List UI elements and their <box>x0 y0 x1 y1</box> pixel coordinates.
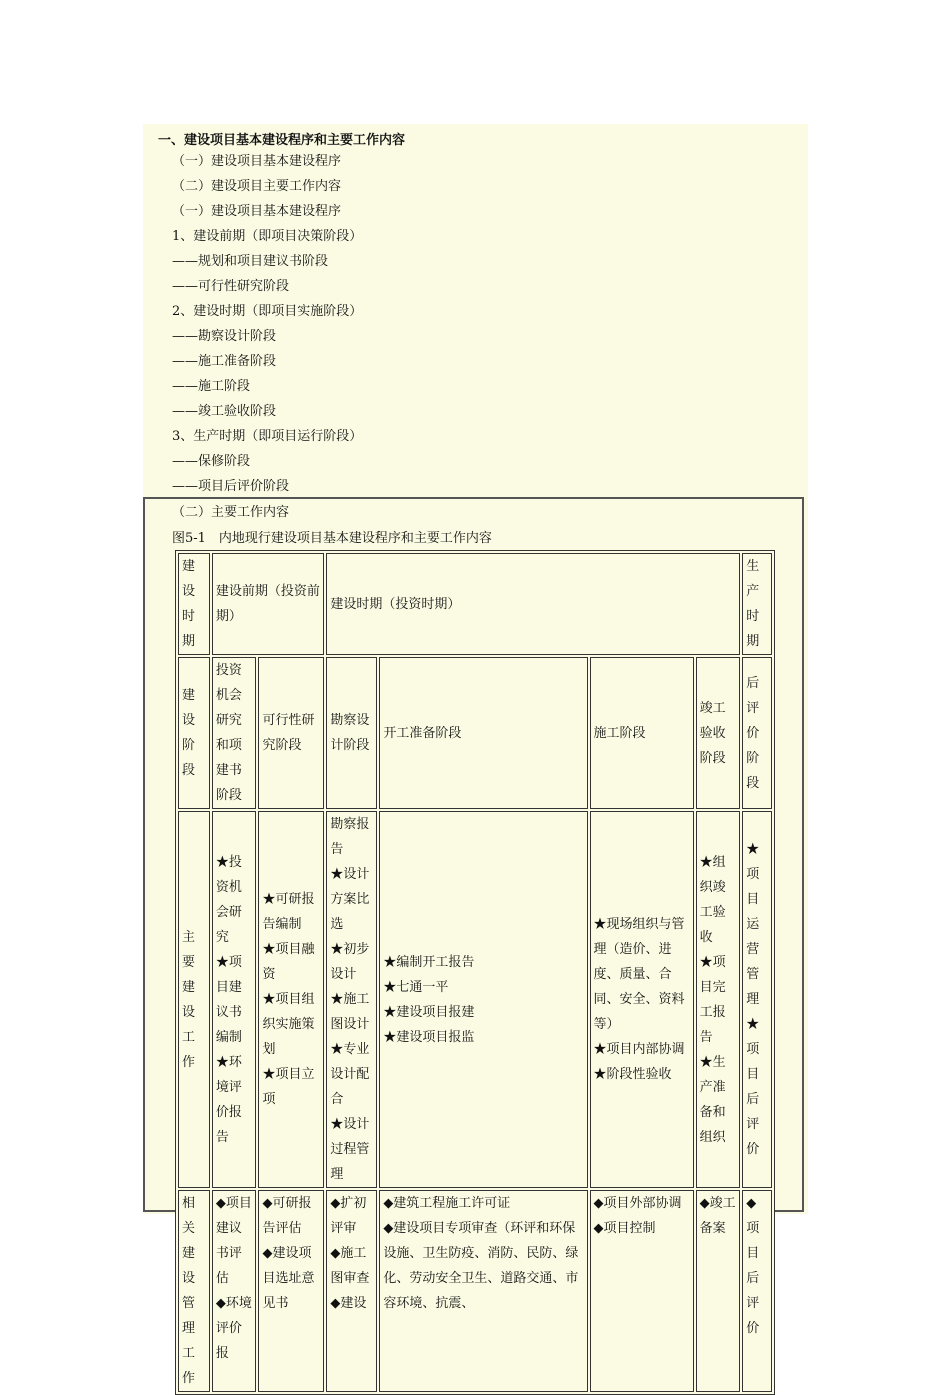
table-cell: 建设时期 <box>178 553 210 655</box>
table-cell: ◆项目建议书评估 ◆环境评价报 <box>212 1190 257 1392</box>
table-cell: ◆建筑工程施工许可证 ◆建设项目专项审查（环评和环保设施、卫生防疫、消防、民防、绿化、劳动安全卫生、道路交通、市容环境、抗震、 <box>379 1190 587 1392</box>
table-cell: 建设阶段 <box>178 657 210 809</box>
outline-item: ——可行性研究阶段 <box>172 279 290 294</box>
outline-item: ——施工准备阶段 <box>172 354 277 369</box>
table-cell: 投资机会研究和项建书阶段 <box>212 657 257 809</box>
outline-item: （二）建设项目主要工作内容 <box>172 179 342 194</box>
outline-item: 2、建设时期（即项目实施阶段） <box>172 304 363 319</box>
table-cell: 可行性研究阶段 <box>258 657 324 809</box>
table-cell: ★组织竣工验收 ★项目完工报告 ★生产准备和组织 <box>696 811 741 1188</box>
table-cell: 勘察报告 ★设计方案比选 ★初步设计 ★施工图设计 ★专业设计配合 ★设计过程管理 <box>326 811 377 1188</box>
outline-item: （一）建设项目基本建设程序 <box>172 154 342 169</box>
table-cell: ◆可研报告评估 ◆建设项目选址意见书 <box>258 1190 324 1392</box>
figure-caption: 图5-1 内地现行建设项目基本建设程序和主要工作内容 <box>172 531 492 546</box>
table-cell: ◆项目外部协调 ◆项目控制 <box>590 1190 694 1392</box>
table-cell: ★投资机会研究 ★项目建议书编制 ★环境评价报告 <box>212 811 257 1188</box>
procedure-table <box>175 550 775 1395</box>
table-cell: ◆项目后评价 <box>742 1190 772 1392</box>
table-cell: 相关建设管理工作 <box>178 1190 210 1392</box>
table-cell: 施工阶段 <box>590 657 694 809</box>
outline-item: 1、建设前期（即项目决策阶段） <box>172 229 363 244</box>
table-cell: ◆扩初评审 ◆施工图审查 ◆建设 <box>326 1190 377 1392</box>
outline-item: ——项目后评价阶段 <box>172 479 290 494</box>
table-cell: ★项目运营管理 ★项目后评价 <box>742 811 772 1188</box>
table-row <box>178 811 772 1188</box>
page-title: 一、建设项目基本建设程序和主要工作内容 <box>158 133 406 148</box>
table-cell: ◆竣工备案 <box>696 1190 741 1392</box>
outline-item: ——施工阶段 <box>172 379 251 394</box>
table-cell: 竣工验收阶段 <box>696 657 741 809</box>
outline-item: ——规划和项目建议书阶段 <box>172 254 329 269</box>
table-row <box>178 657 772 809</box>
outline-list <box>172 149 362 499</box>
outline-item: （一）建设项目基本建设程序 <box>172 204 342 219</box>
table-cell: ★可研报告编制 ★项目融资 ★项目组织实施策划 ★项目立项 <box>258 811 324 1188</box>
table-cell: ★编制开工报告 ★七通一平 ★建设项目报建 ★建设项目报监 <box>379 811 587 1188</box>
outline-item: 3、生产时期（即项目运行阶段） <box>172 429 363 444</box>
outline-item: ——保修阶段 <box>172 454 251 469</box>
table-cell: 建设时期（投资时期） <box>326 553 740 655</box>
table-cell: ★现场组织与管理（造价、进度、质量、合同、安全、资料等） ★项目内部协调 ★阶段性验收 <box>590 811 694 1188</box>
table-row <box>178 553 772 655</box>
table-cell: 建设前期（投资前期） <box>212 553 324 655</box>
table-row <box>178 1190 772 1392</box>
table-cell: 后评价阶段 <box>742 657 772 809</box>
table-cell: 开工准备阶段 <box>379 657 587 809</box>
outline-item: ——竣工验收阶段 <box>172 404 277 419</box>
outline-item: ——勘察设计阶段 <box>172 329 277 344</box>
table-cell: 主要建设工作 <box>178 811 210 1188</box>
table-cell: 勘察设计阶段 <box>326 657 377 809</box>
section-heading: （二）主要工作内容 <box>172 505 290 520</box>
table-cell: 生产时期 <box>742 553 772 655</box>
